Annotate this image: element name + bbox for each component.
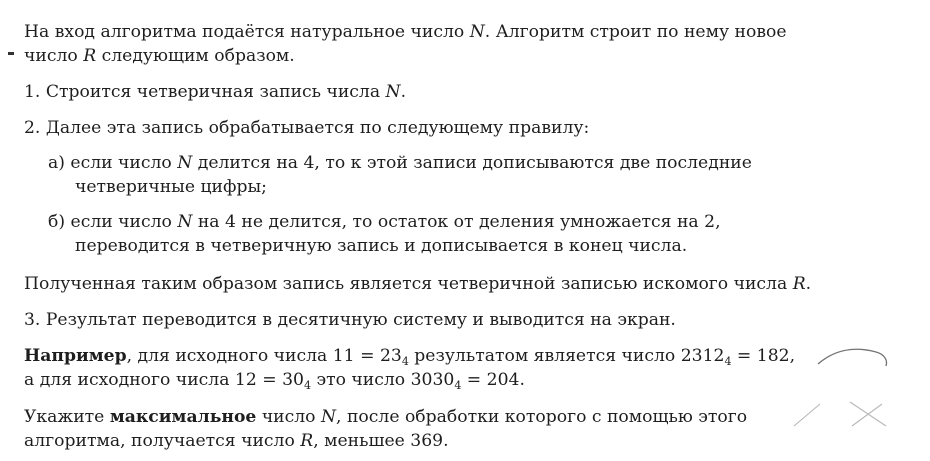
intro-line-2: число R следующим образом. <box>24 46 295 66</box>
rule-a: а) если число N делится на 4, то к этой записи дописываются две последние четверичные цифры; <box>48 153 752 197</box>
var-r: R <box>300 431 314 451</box>
step-3: 3. Результат переводится в десятичную систему и выводится на экран. <box>24 310 676 330</box>
rule-b: б) если число N на 4 не делится, то остаток от деления умножается на 2, переводится в четверичную запись и дописывается в конец числа. <box>48 212 721 256</box>
pen-scratch-1 <box>814 340 894 376</box>
result-note: Полученная таким образом запись является четверичной записью искомого числа R. <box>24 274 812 294</box>
var-n: N <box>469 22 485 42</box>
task-emphasis: максимальное <box>109 407 257 427</box>
margin-mark <box>8 52 14 55</box>
var-n: N <box>321 407 337 427</box>
pen-scratch-2 <box>790 396 900 436</box>
step-1: 1. Строится четверичная запись числа N. <box>24 82 407 102</box>
intro-paragraph <box>24 20 892 68</box>
intro-line-1: На вход алгоритма подаётся натуральное число N. Алгоритм строит по нему новое <box>24 22 787 42</box>
step-2: 2. Далее эта запись обрабатывается по следующему правилу: <box>24 118 590 138</box>
example-paragraph: Например, для исходного числа $11 = 23_4$ результатом является число $2312_4 = 182$, а для исходного числа $12 = 30_4$ это число $3030_4 = 204$. <box>24 346 796 392</box>
var-r: R <box>792 274 806 294</box>
var-n: N <box>177 212 193 232</box>
var-n: N <box>385 82 401 102</box>
example-label: Например <box>24 346 127 366</box>
var-r: R <box>83 46 97 66</box>
task-paragraph: Укажите максимальное число N, после обработки которого с помощью этого алгоритма, получается число R, меньшее 369. <box>24 407 748 451</box>
var-n: N <box>177 153 193 173</box>
